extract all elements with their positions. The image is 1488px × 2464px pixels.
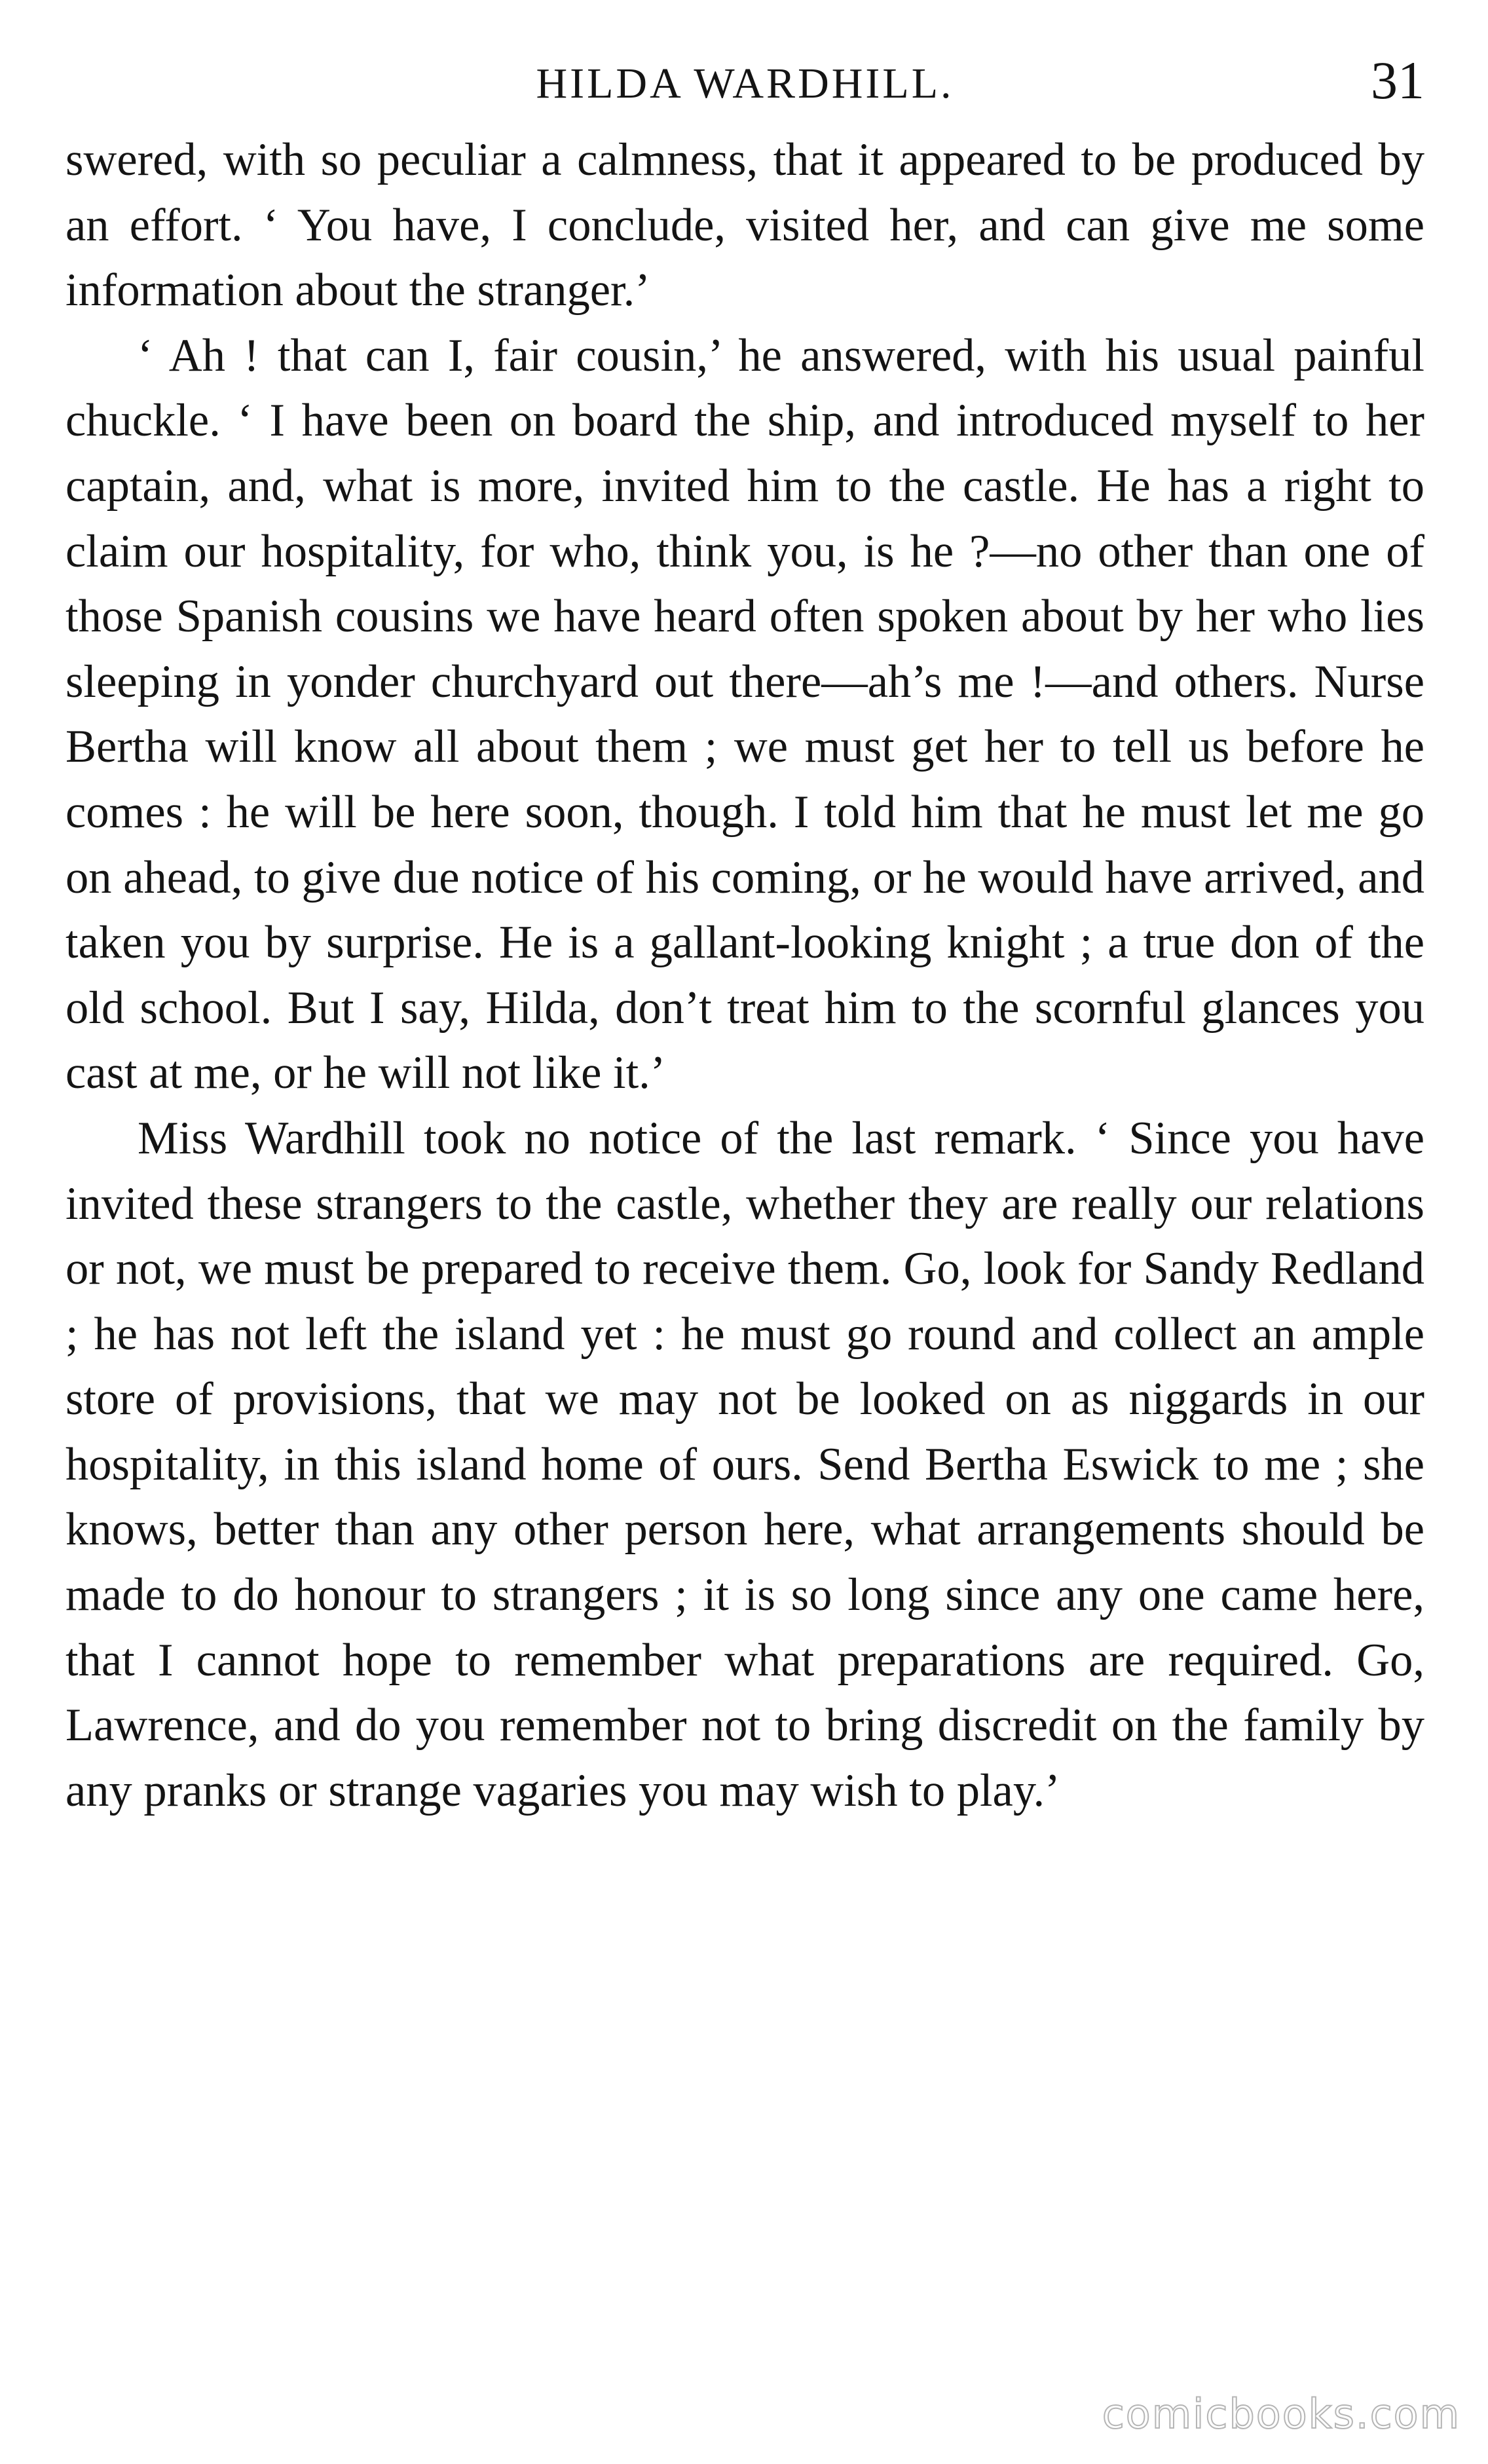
paragraph-continuation: swered, with so peculiar a calmness, that it appeared to be produced by an effort. ‘ You have, I conclude, visited her, and can give me some information about the stranger.’	[65, 134, 1424, 316]
page-number: 31	[1371, 50, 1424, 110]
paragraph-hilda-reply: Miss Wardhill took no notice of the last remark. ‘ Since you have invited these strangers to the castle, whether they are really our relations or not, we must be prepared to receive them. Go, look for Sandy Redland ; he has not left the island yet : he must go round and collect an ample store of provisions, that we may not be looked on as niggards in our hospitality, in this island home of ours. Send Bertha Eswick to me ; she knows, better than any other person here, what arrangements should be made to do honour to strangers ; it is so long since any one came here, that I cannot hope to remember what preparations are required. Go, Lawrence, and do you remember not to bring discredit on the family by any pranks or strange vagaries you may wish to play.’	[65, 1112, 1424, 1816]
page-header	[65, 46, 1424, 124]
paragraph-lawrence-speech: ‘ Ah ! that can I, fair cousin,’ he answered, with his usual painful chuckle. ‘ I have been on board the ship, and introduced myself to her captain, and, what is more, invited him to the castle. He has a right to claim our hospitality, for who, think you, is he ?—no other than one of those Spanish cousins we have heard often spoken about by her who lies sleeping in yonder churchyard out there—ah’s me !—and others. Nurse Bertha will know all about them ; we must get her to tell us before he comes : he will be here soon, though. I told him that he must let me go on ahead, to give due notice of his coming, or he would have arrived, and taken you by surprise. He is a gallant-looking knight ; a true don of the old school. But I say, Hilda, don’t treat him to the scornful glances you cast at me, or he will not like it.’	[65, 329, 1424, 1099]
body-text	[65, 128, 1424, 1823]
running-head: HILDA WARDHILL.	[536, 60, 954, 107]
watermark-logo: comicbooks.com	[1102, 2390, 1460, 2438]
